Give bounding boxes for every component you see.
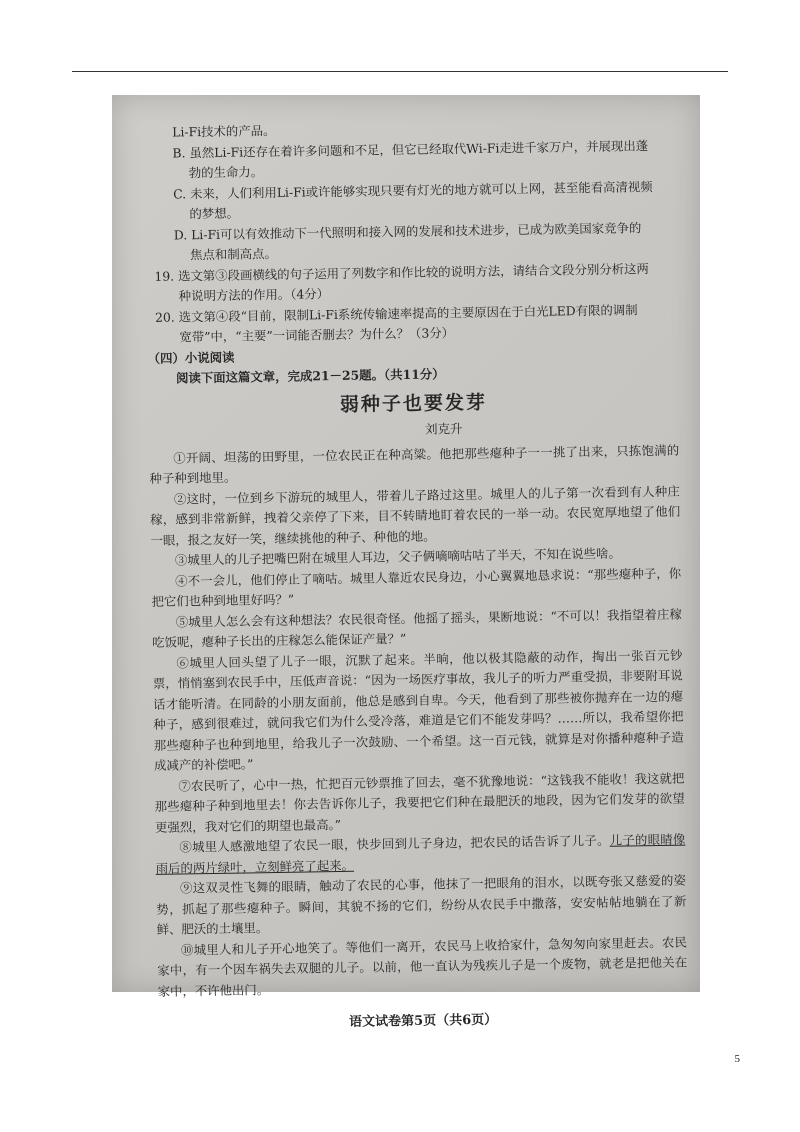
story-paragraph: ⑦农民听了，心中一热，忙把百元钞票推了回去，毫不犹豫地说：“这钱我不能收！我这就把那些瘪种子种到地里去！你去告诉你儿子，我要把它们种在最肥沃的地段，因为它们发芽的欲望更强烈，我对它们的期望也最高。” [154, 770, 685, 835]
story-paragraph: ④不一会儿，他们停止了嘀咕。城里人靠近农民身边，小心翼翼地恳求说：“那些瘪种子，你把它们也种到地里好吗？” [151, 565, 682, 609]
option-line: 的梦想。 [189, 205, 240, 222]
story-paragraph: ⑥城里人回头望了儿子一眼，沉默了起来。半晌，他以极其隐蔽的动作，掏出一张百元钞票，悄悄塞到农民手中，压低声音说：“因为一场医疗事故，我儿子的听力严重受损，非要附耳说话才能听清。在同龄的小朋友面前，他总是感到自卑。今天，他看到了那些被你抛弃在一边的瘪种子，感到很难过，就问我它们为什么受冷落，难道是它们不能发芽吗？……所以，我希望你把那些瘪种子也种到地里，给我儿子一次鼓励、一个希望。这一百元钱，就算是对你播种瘪种子造成减产的补偿吧。” [152, 647, 684, 773]
story-paragraph: ①开阔、坦荡的田野里，一位农民正在种高粱。他把那些瘪种子一一挑了出来，只拣饱满的种子种到地里。 [149, 442, 680, 486]
option-line: 勃的生命力。 [188, 164, 264, 181]
option-line: 焦点和制高点。 [189, 245, 277, 263]
paragraph-8-text: ⑧城里人感激地望了农民一眼，快步回到儿子身边，把农民的话告诉了儿子。 [179, 832, 610, 855]
page-footer: 语文试卷第5页（共6页） [348, 1012, 498, 1030]
question-list [146, 258, 677, 348]
story-paragraph: ⑩城里人和儿子开心地笑了。等他们一离开，农民马上收拾家什，急匆匆向家里赶去。农民家中，有一个因车祸失去双腿的儿子。以前，他一直认为残疾儿子是一个废物，就老是把他关在家中，不许他出门。 [157, 934, 688, 999]
question-line: 种说明方法的作用。（4分） [178, 286, 330, 304]
story-title: 弱种子也要发芽 [339, 391, 488, 416]
question-line: 20. 选文第④段“目前，限制Li-Fi系统传输速率提高的主要原因在于白光LED有限的调制 [154, 301, 638, 325]
story-body [149, 440, 688, 1002]
section-heading: （四）小说阅读 [147, 349, 235, 366]
reading-instruction: 阅读下面这篇文章，完成21－25题。（共11分） [175, 366, 445, 386]
story-author: 刘克升 [424, 421, 463, 437]
question-line: 19. 选文第③段画横线的句子运用了列数字和作比较的说明方法，请结合文段分别分析这两 [154, 260, 649, 284]
story-paragraph: ⑤城里人怎么会有这种想法？农民很奇怪。他摇了摇头，果断地说：“不可以！我指望着庄稼吃饭呢，瘪种子长出的庄稼怎么能保证产量？” [152, 606, 682, 650]
scanned-page-photo [112, 95, 700, 1030]
underlined-sentence: 儿子的眼睛像雨后的两片绿叶，立刻鲜亮了起来。 [155, 831, 686, 876]
header-rule [72, 71, 728, 72]
exam-sheet [144, 115, 688, 1037]
story-paragraph: ②这时，一位到乡下游玩的城里人，带着儿子路过这里。城里人的儿子第一次看到有人种庄稼，感到非常新鲜，拽着父亲停了下来，目不转睛地盯着农民的一举一动。农民宽厚地望了他们一眼，报之友好一笑，继续挑他的种子、种他的地。 [150, 483, 681, 548]
page-number: 5 [734, 1053, 740, 1065]
option-line: B. 虽然Li-Fi还存在着许多问题和不足，但它已经取代Wi-Fi走进千家万户，并展现出蓬 [172, 137, 649, 161]
option-line: C. 未来，人们利用Li-Fi或许能够实现只要有灯光的地方就可以上网，甚至能看高清视频 [172, 178, 653, 202]
story-paragraph: ③城里人的儿子把嘴巴附在城里人耳边，父子俩嘀嘀咕咕了半天，不知在说些啥。 [174, 545, 621, 568]
question-line: 宽带”中，“主要”一词能否删去？为什么？（3分） [179, 325, 455, 345]
option-line: D. Li-Fi可以有效推动下一代照明和接入网的发展和技术进步，已成为欧美国家竞争的 [173, 219, 642, 243]
story-paragraph: ⑨这双灵性飞舞的眼睛，触动了农民的心事，他抹了一把眼角的泪水，以既夸张又慈爱的姿势，抓起了那些瘪种子。瞬间，其貌不扬的它们，纷纷从农民手中撒落，安安帖帖地躺在了新鲜、肥沃的土壤里。 [156, 872, 687, 937]
option-line: Li-Fi技术的产品。 [172, 122, 276, 140]
answer-options [144, 115, 676, 267]
